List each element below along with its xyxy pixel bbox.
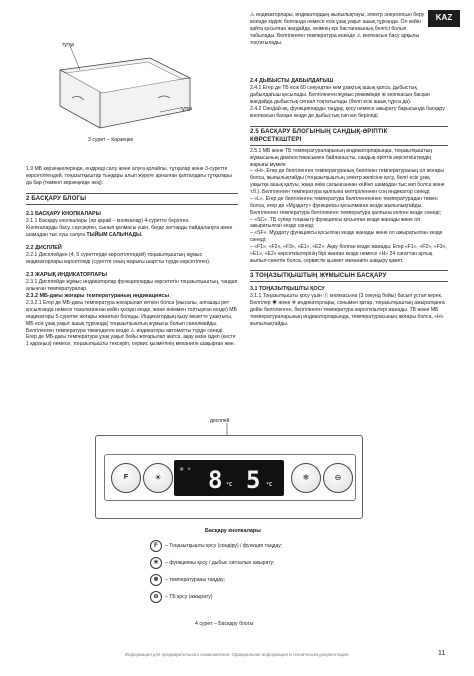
- right-column-top: [250, 12, 432, 46]
- alert-icon: ⚠: [250, 12, 256, 18]
- footer-disclaimer: Информация для предварительного ознакомления. Официальная информация и техническая документация.: [124, 652, 350, 657]
- control-panel-face: [104, 454, 356, 501]
- heading-2-3: 2.3 ЖАРЫҚ ИНДИКАТОРЛАРЫ: [26, 271, 107, 278]
- heading-2-4: 2.4 ДЫБЫСТЫ ДАБЫЛДАҒЫШ: [250, 78, 334, 84]
- legend-item: [150, 557, 350, 569]
- text-2-4-1: 2.4.1 Егер де ТБ есік 60 секундтан кем ұзақтық ашық қалса, дыбыстық дабылдағыш қосылады. Белгіленген жұмыс режимінде: [250, 85, 417, 99]
- text-3-1-1: 3.1.1 Тоңазытқышты қосу үшін: [250, 293, 324, 300]
- paragraph-indicator-l: – «L». Егер де белгіленген температура белгіленгеннен температурадан төмен болса, егер де «Мұздату» функциясы қосылмаған кезде жыпылықтайды. Белгіленген температура белгіленген температура қалпына келген кезде сөнеді;: [250, 195, 441, 216]
- figure4-caption: 4 сурет – Басқару блогы: [195, 621, 254, 627]
- text-indicator-b: кнопкасын басу арқылы тоқтатылады.: [250, 32, 420, 46]
- f-icon: F: [150, 540, 162, 552]
- paragraph-2-2-1: 2.2.1 Дисплейден (4, 5 суреттерде көрсетілгендей) тоңазытқыштың жұмыс индикаторлары көрсетіледі (суретте оның жарығы шартты түрде көрсетілген).: [26, 251, 211, 265]
- f-icon: F: [123, 474, 129, 482]
- freezer-button[interactable]: [323, 463, 353, 493]
- text-3-1-1c: және: [278, 300, 292, 306]
- mode-icons: ❄ ☀: [180, 466, 191, 473]
- prohibited-text: ТЫЙЫМ САЛЫНАДЫ.: [86, 231, 143, 238]
- paragraph-2-3-1: 2.3.1 Дисплейде жұмыс индикаторлар функцияларды көрсететін тоңазытқыштың, тандап алынған температуралар.: [26, 278, 238, 292]
- legend-text: – температураны таңдау;: [165, 576, 226, 583]
- temperature-button[interactable]: [291, 463, 321, 493]
- handle-label-top: тұтқа: [62, 42, 75, 48]
- section-2-heading: 2 БАСҚАРУ БЛОГЫ: [26, 193, 238, 205]
- control-panel: [95, 435, 363, 519]
- text-3-1-1d: индикаторлары, сонымен қатар, тоңазытқыштың ажыратқанға дейін белгіленген, белгіленген температура көрсеткіштері жанады. ТБ және МБ температураларының индикаторларында, температурасының жоғары болса, «Н» жыпылықтайды.: [250, 300, 445, 327]
- heading-2-5-line2: КӨРСЕТКІШТЕРІ: [250, 136, 302, 143]
- paragraph-2-4-2: 2.4.2 Сөндай-ақ, функцияларды таңдау, қосу немесе ажырату барысында басқару кнопкасын басқан кезде де дыбыстық сигнал беріледі.: [250, 105, 445, 119]
- right-column: [250, 78, 448, 328]
- fridge-temp-unit: °C: [226, 482, 233, 488]
- page-number: 11: [438, 650, 446, 657]
- paragraph-indicator-sc: – «SC». ТБ супер тоңазыту функциясы қосылған кезде жанады жөне ол ажыратылған кезде сөнеді;: [250, 216, 421, 230]
- legend-list: [150, 540, 350, 608]
- section-3-heading: 3 ТОҢАЗЫТҚЫШТЫҢ ЖҰМЫСЫН БАСҚАРУ: [250, 270, 448, 282]
- snowflake-icon: ❄: [291, 300, 298, 306]
- paragraph-indicator-cont: [250, 12, 432, 46]
- alert-icon: ⚠: [130, 327, 136, 334]
- language-badge: KAZ: [428, 10, 460, 27]
- legend-title: Басқару кнопкалары: [205, 528, 261, 534]
- sun-icon: ☀: [272, 300, 279, 306]
- paragraph-indicator-faults: – «F1», «F2», «F3», «E1», «E2». Ақау болған кезде жанады. Егер «F1», «F2», «F3», «E1», «E2» көрсеткіштерінің бірі жанған кезде немесе «Н» 24 сағаттан артық жыпыл-сөнетін болса, сервистік қызмет механигін шақыру қажет.: [250, 244, 447, 264]
- paragraph-2-4-1: [250, 85, 448, 106]
- sun-icon: ☀: [154, 472, 162, 482]
- heading-2-3-2: 2.3.2 МБ-дағы жоғары температураның индикациясы: [26, 292, 170, 299]
- sound-button-icon: ⊛: [381, 92, 388, 99]
- paragraph-1-9: 1.9 МБ көрзеңкелерінде, ендіреді салу және алуға қолайлы, тұтқалар және 3-суретте көрсетілгендей, тоңазытқыштар тыңқары алып жүруге арналған қапталдағы тұтқалары да бар (төменгі көрзеңкеде жоқ).: [26, 166, 232, 186]
- warning-text: Кнопкаларды басу, саусақпен, сынып қалмасы үшін, бөгде заттарды пайдалануға және шамадан тыс күш салуға: [26, 224, 233, 238]
- freezer-toggle-icon: ⊖: [334, 472, 342, 482]
- paragraph-2-5-1: 2.5.1 МБ және ТБ температураларының индикаторларында, тоңазытқыштың жұмысының диагностикасымен байланысты, сандық-әріптік көрсеткіштердің жарығы мүмкін:: [250, 147, 433, 168]
- heading-2-5-line1: 2.5 БАСҚАРУ БЛОГЫНЫҢ САНДЫҚ-ӘРІПТІК: [250, 128, 388, 135]
- text-indicator: индикаторлары, индикатордың жыпылықтауы, электр энергиясын беру кезінде кідіріс болғанда немесе есік ұзақ уақыт ашық тұрғанда. Ол кейін қайта қосылған жағдайда, өнімнің ері бастағанының белгісі болып табылады. Белгіленген температура кезінде: [250, 12, 425, 39]
- text-3-1-1b: кнопкасына (3 секунд бойы) басып ұстап керек. Белгілер: [250, 293, 443, 306]
- legend-item: [150, 540, 350, 552]
- paragraph-2-1-1-warning: [26, 225, 238, 239]
- text-2-3-2-1: 2.3.2.1 Егер де МБ-дағы температура жоғарылап кеткен болса (мысалы, алғашқы рет қосылғанда немесе тазалағаннан кейін қосқан кезде, және өніммен толтырған кезде) МБ индикаторы 5-суретке жоғары жанатын болады. Индикатордың қызу мезетте ұзақтығы, МБ есік ұзақ уақыт ашық тұрғанда) тоңазытқыштың жұмысы болып саналмайды. Белгіленген температура төмендеген кезде: [26, 300, 237, 334]
- paragraph-indicator-sf: – «SF». Мұздату функциясы қосылған кезде жанады жөне ол ажыратылған кезде сөнеді;: [250, 230, 443, 244]
- display-label: дисплей: [210, 418, 230, 424]
- legend-item: [150, 574, 350, 586]
- handle-label-bottom: тұтқа: [180, 106, 193, 112]
- display-screen: [174, 460, 284, 496]
- paragraph-indicator-h: – «Н». Егер де белгіленген температураның бөлігінен температураның ол жоғары болса, жыпылықтайды (тоңазытқыштың электр желісіне қосу, белгі есік ұзақ уақытқа ашық қалуы, жаңа өнім салынғаннан кейінгі шамадан тыс көп болса және т.б.). Белгіленген температура қалпына келтіріленнен соң индикатор сөнеді;: [250, 168, 445, 196]
- freezer-temp-unit: °C: [266, 482, 273, 488]
- paragraph-2-3-2-2: Егер де МБ-дағы температура ұзақ уақыт бойы жоғарылап жатса, ақау көзін іздеп (кесте 1 қараңыз) немесе, тоңазытқышты тексеріп, сервис қызметінің механигін шақырған жөн.: [26, 334, 236, 348]
- sun-icon: ☀: [150, 557, 162, 569]
- freezer-temp-digits: 5: [246, 466, 261, 494]
- freezer-toggle-icon: ⊖: [150, 591, 162, 603]
- legend-text: – Тоңазытқышты қосу (сөндіру) / функция таңдау;: [165, 542, 283, 549]
- snowflake-icon: ❄: [302, 472, 310, 482]
- f-button-icon: Ⓕ: [323, 293, 330, 300]
- drawer-illustration: [40, 40, 195, 140]
- heading-2-2: 2.2 ДИСПЛЕЙ: [26, 244, 62, 251]
- left-column: [26, 166, 238, 348]
- legend-text: – функцияны қосу / дыбыс сигналын ажырату;: [165, 559, 275, 566]
- figure3-caption: 3 сурет – Көрзеңке: [88, 137, 134, 143]
- text-2-4-1b: кнопкасын басқан жағдайда дыбыстық сигнал тоқтатылады (белгі есік ашық тұрса да).: [250, 92, 430, 106]
- paragraph-3-1-1: [250, 293, 448, 327]
- text-2-3-2-1b: индикаторы автоматты түрде сөнеді.: [136, 327, 224, 334]
- function-button[interactable]: [111, 463, 141, 493]
- section-2-5-heading: [250, 126, 448, 146]
- legend-item: [150, 591, 350, 603]
- fridge-temp-digits: 8: [208, 466, 225, 494]
- sound-button[interactable]: [143, 463, 173, 493]
- paragraph-2-1-1: 2.1.1 Басқару кнопкалары (әр қарай – кнопкалар) 4-суретте берілген.: [26, 218, 190, 225]
- legend-text: – ТБ қосу (ажырату): [165, 593, 213, 600]
- heading-3-1: 3.1 ТОҢАЗЫТҚЫШТЫ ҚОСУ: [250, 285, 325, 292]
- heading-2-1: 2.1 БАСҚАРУ КНОПКАЛАРЫ: [26, 210, 101, 217]
- snowflake-icon: ❄: [150, 574, 162, 586]
- paragraph-2-3-2-1: [26, 300, 238, 334]
- alert-icon: ⚠: [356, 32, 363, 39]
